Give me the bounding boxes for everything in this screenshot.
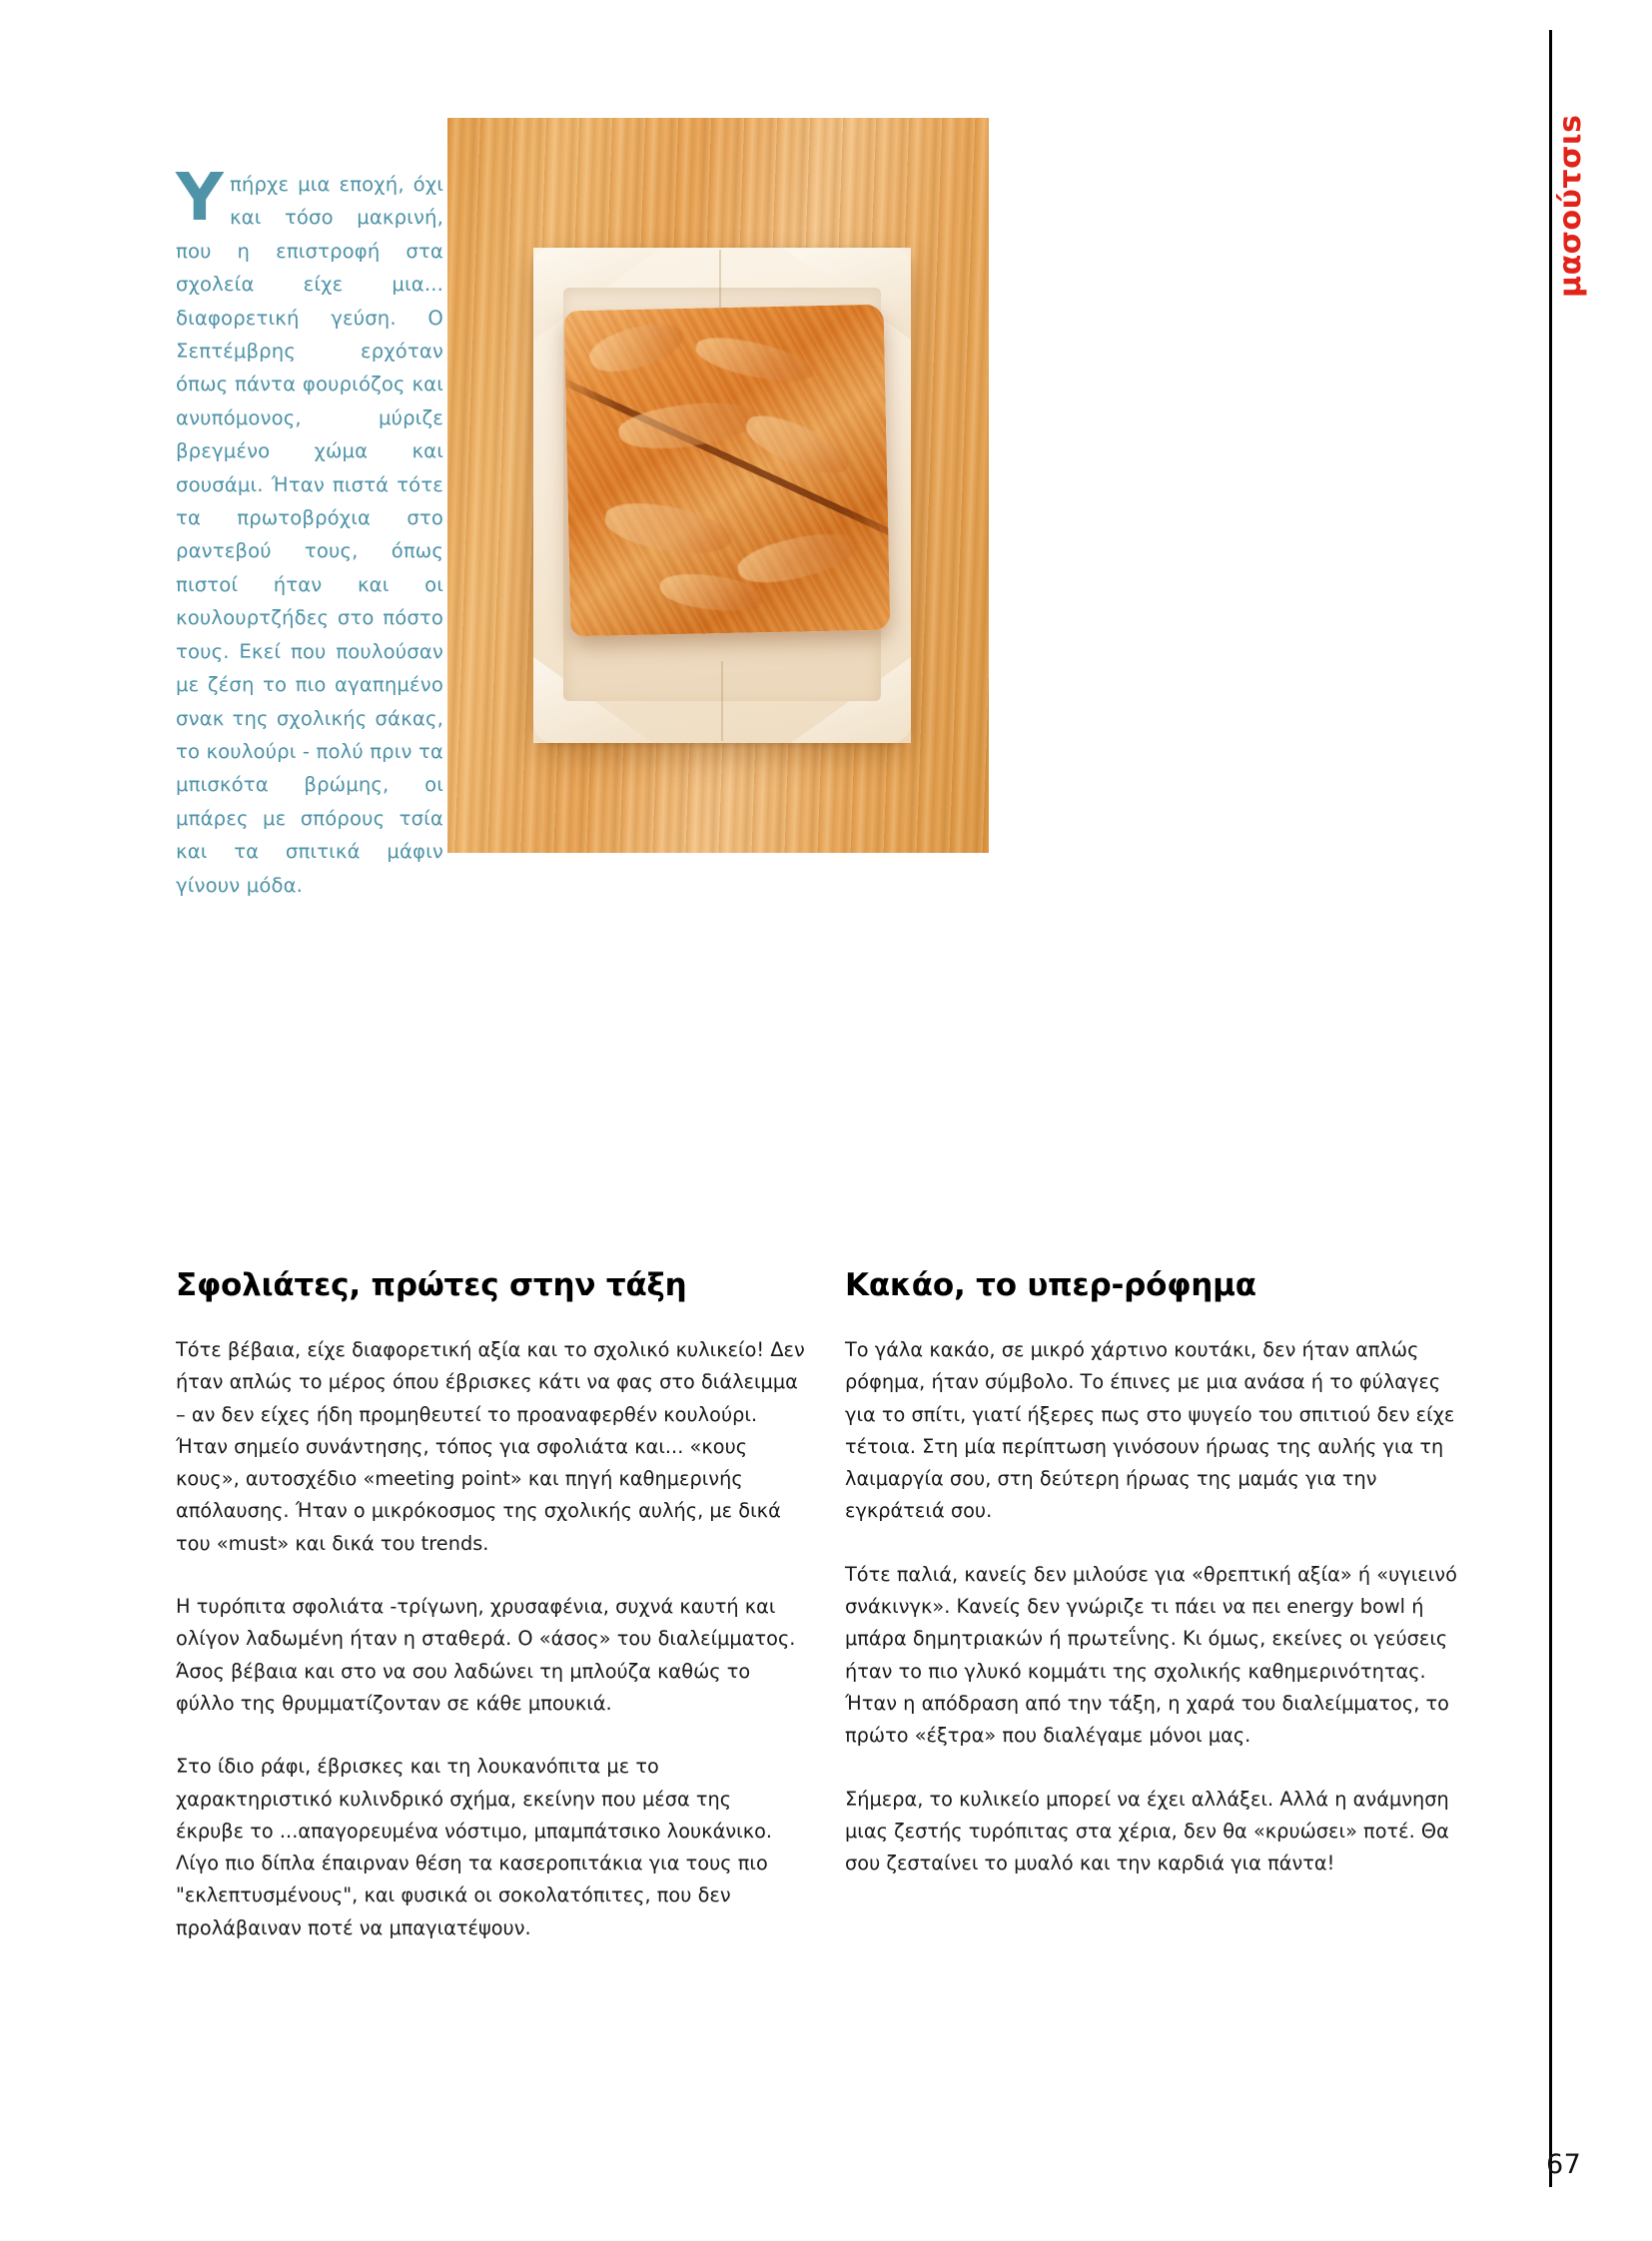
pastry-flake <box>734 522 862 593</box>
masthead-rail <box>1508 0 1652 2241</box>
column-right-paragraph: Το γάλα κακάο, σε μικρό χάρτινο κουτάκι, δεν ήταν απλώς ρόφημα, ήταν σύμβολο. Το έπινες με μια ανάσα ή το φύλαγες για το σπίτι, γιατί ήξερες πως στο ψυγείο του σπιτιού δεν είχε τέτοια. Στη μία περίπτωση γινόσουν ήρωας της αυλής για τη λαιμαργία σου, στη δεύτερη ήρωας της μαμάς για την εγκράτειά σου. <box>845 1338 1455 1523</box>
drop-cap: Υ <box>176 159 224 236</box>
masthead-title: μασούτσιs <box>1553 114 1588 298</box>
intro-text: πήρχε μια εποχή, όχι και τόσο μακρινή, που η επιστροφή στα σχολεία είχε μια... διαφορετική γεύση. Ο Σεπτέμβρης ερχόταν όπως πάντα φουριόζος και ανυπόμονος, μύριζε βρεγμένο χώμα και σουσάμι. Ήταν πιστά τότε τα πρωτοβρόχια στο ραντεβού τους, όπως πιστοί ήταν και οι κουλουρτζήδες στο πόστο τους. Εκεί που πουλούσαν με ζέση το πιο αγαπημένο σνακ της σχολικής σάκας, το κουλούρι - πολύ πριν τα μπισκότα βρώμης, οι μπάρες με σπόρους τσία και τα σπιτικά μάφιν γίνουν μόδα. <box>176 173 443 897</box>
masthead-vertical-rule <box>1549 30 1552 2187</box>
column-left-paragraph: Στο ίδιο ράφι, έβρισκες και τη λουκανόπιτα με το χαρακτηριστικό κυλινδρικό σχήμα, εκείνην που μέσα της έκρυβε το ...απαγορευμένα νόστιμο, μπαμπάτσικο λουκάνικο. Λίγο πιο δίπλα έπαιρναν θέση τα κασεροπιτάκια για τους πιο "εκλεπτυσμένους", και φυσικά οι σοκολατόπιτες, που δεν προλάβαιναν ποτέ να μπαγιατέψουν. <box>176 1755 773 1939</box>
tray-crease-bottom <box>721 661 723 741</box>
cheese-pie-pastry <box>564 305 891 637</box>
pastry-flake <box>616 393 761 457</box>
column-left-heading: Σφολιάτες, πρώτες στην τάξη <box>176 1267 687 1303</box>
column-right-paragraph: Τότε παλιά, κανείς δεν μιλούσε για «θρεπτική αξία» ή «υγιεινό σνάκινγκ». Κανείς δεν γνώριζε τι πάει να πει energy bowl ή μπάρα δημητριακών ή πρωτεΐνης. Κι όμως, εκείνες οι γεύσεις ήταν το πιο γλυκό κομμάτι της σχολικής καθημερινότητας. Ήταν η απόδραση από την τάξη, η χαρά του διαλείμματος, το πρώτο «έξτρα» που διαλέγαμε μόνοι μας. <box>845 1562 1457 1748</box>
column-left <box>176 1266 805 1944</box>
column-right <box>845 1266 1474 1879</box>
column-right-paragraph: Σήμερα, το κυλικείο μπορεί να έχει αλλάξει. Αλλά η ανάμνηση μιας ζεστής τυρόπιτας στα χέρια, δεν θα «κρυώσει» ποτέ. Θα σου ζεσταίνει το μυαλό και την καρδιά για πάντα! <box>845 1787 1449 1875</box>
page-number: 67 <box>1546 2149 1582 2180</box>
pastry-flake <box>602 498 735 559</box>
article-photo <box>447 118 989 853</box>
column-right-heading: Κακάο, το υπερ-ρόφημα <box>845 1267 1256 1303</box>
pastry-flake <box>693 332 817 387</box>
intro-paragraph <box>176 159 443 902</box>
pastry-flake <box>584 313 688 381</box>
column-left-paragraph: Η τυρόπιτα σφολιάτα -τρίγωνη, χρυσαφένια, συχνά καυτή και ολίγον λαδωμένη ήταν η σταθερά. Ο «άσος» του διαλείμματος. Άσος βέβαια και στο να σου λαδώνει τη μπλούζα καθώς το φύλλο της θρυμματίζονταν σε κάθε μπουκιά. <box>176 1595 796 1715</box>
column-left-paragraph: Τότε βέβαια, είχε διαφορετική αξία και το σχολικό κυλικείο! Δεν ήταν απλώς το μέρος όπου έβρισκες κάτι να φας στο διάλειμμα – αν δεν είχες ήδη προμηθευτεί το προαναφερθέν κουλούρι. Ήταν σημείο συνάντησης, τόπος για σφολιάτα και... «κους κους», αυτοσχέδιο «meeting point» και πηγή καθημερινής απόλαυσης. Ήταν ο μικρόκοσμος της σχολικής αυλής, με δικά του «must» και δικά του trends. <box>176 1338 805 1555</box>
